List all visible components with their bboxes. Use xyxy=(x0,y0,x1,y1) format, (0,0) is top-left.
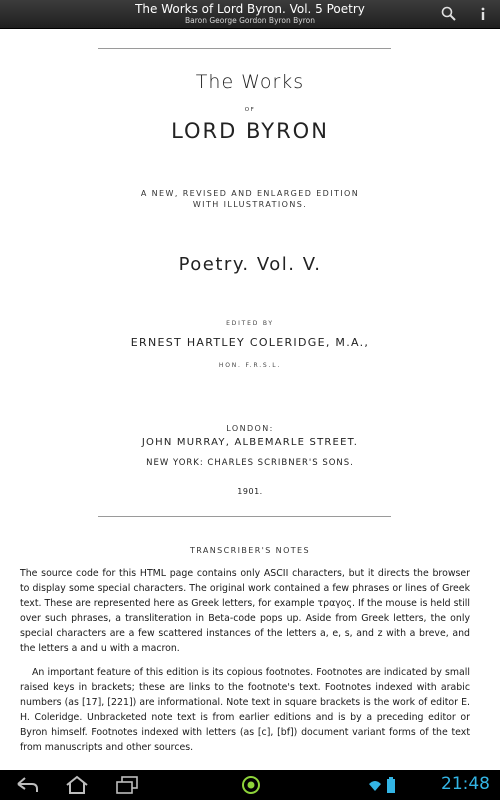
london-line: LONDON: xyxy=(226,424,274,433)
book-title: The Works of Lord Byron. Vol. 5 Poetry xyxy=(135,2,365,16)
app-bar xyxy=(0,0,500,29)
of-line: OF xyxy=(244,107,256,113)
battery-icon xyxy=(386,775,396,795)
volume-line: Poetry. Vol. V. xyxy=(178,254,322,275)
reader-page[interactable] xyxy=(0,29,500,770)
year-line: 1901. xyxy=(237,487,263,496)
bottom-rule xyxy=(98,516,391,517)
notes-paragraph-1: The source code for this HTML page contains only ASCII characters, but it directs the browser to display some special characters. The original work contained a few phrases or lines of Greek text. These are represented here as Greek letters, for example τραγος. If the mouse is held still over such phrases, a transliteration in Beta-code pops up. Aside from Greek letters, the only special characters are a few scattered instances of the letters a, e, s, and z with a breve, and the letters a and u with a macron. xyxy=(20,568,470,654)
author-line: LORD BYRON xyxy=(171,119,329,143)
search-icon[interactable] xyxy=(440,5,458,23)
home-icon[interactable] xyxy=(64,775,90,795)
info-icon[interactable] xyxy=(474,5,492,23)
wifi-icon xyxy=(368,775,382,795)
recent-apps-icon[interactable] xyxy=(114,775,140,795)
clock[interactable]: 21:48 xyxy=(441,774,490,794)
book-author: Baron George Gordon Byron Byron xyxy=(184,16,316,25)
system-bar xyxy=(0,770,500,800)
notes-paragraph-2: An important feature of this edition is its copious footnotes. Footnotes are indicated by small raised keys in brackets; these are links to the footnote's text. Footnotes indexed with arabic numbers (as [17], [221]) are informational. Note text in square brackets is the work of editor E. H. Coleridge. Unbracketed note text is from earlier editions and is by a preceding editor or Byron himself. Footnotes indexed with letters (as [c], [bf]) document variant forms of the text from manuscripts and other sources. xyxy=(20,667,470,753)
top-rule xyxy=(98,48,391,49)
edited-by: EDITED BY xyxy=(226,320,274,327)
edition-line-2: WITH ILLUSTRATIONS. xyxy=(192,200,308,209)
notes-heading: TRANSCRIBER'S NOTES xyxy=(190,546,310,555)
title-line: The Works xyxy=(195,71,305,93)
edition-line-1: A NEW, REVISED AND ENLARGED EDITION xyxy=(140,189,360,198)
back-icon[interactable] xyxy=(14,775,40,795)
editor-honor: HON. F.R.S.L. xyxy=(218,362,282,369)
publisher-line: JOHN MURRAY, ALBEMARLE STREET. xyxy=(141,437,359,448)
editor-name: ERNEST HARTLEY COLERIDGE, M.A., xyxy=(130,336,370,349)
new-york-line: NEW YORK: CHARLES SCRIBNER'S SONS. xyxy=(146,458,354,468)
circle-notification-icon[interactable] xyxy=(240,775,262,795)
